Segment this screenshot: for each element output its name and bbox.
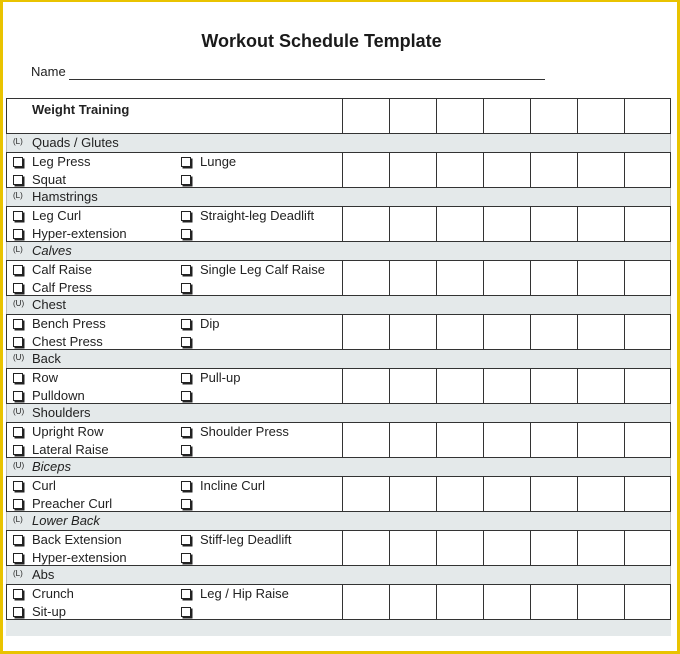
section-header xyxy=(6,566,671,584)
exercise-day-cell-1[interactable] xyxy=(342,531,343,565)
exercise-label: Calf Raise xyxy=(32,262,92,277)
checkbox-icon[interactable] xyxy=(13,211,23,221)
exercise-item[interactable] xyxy=(181,316,220,331)
exercise-item[interactable] xyxy=(181,586,289,601)
section-tag: (L) xyxy=(13,191,23,200)
exercise-day-cell-6[interactable] xyxy=(577,585,578,619)
exercise-day-cell-4[interactable] xyxy=(483,585,484,619)
checkbox-icon[interactable] xyxy=(181,265,191,275)
checkbox-icon[interactable] xyxy=(181,535,191,545)
exercise-label: Row xyxy=(32,370,59,385)
exercise-row xyxy=(6,584,671,620)
exercise-day-cell-7[interactable] xyxy=(624,477,625,511)
header-day-cell-7[interactable] xyxy=(624,99,625,133)
section-name: Hamstrings xyxy=(32,189,98,204)
exercise-day-cell-2[interactable] xyxy=(389,531,390,565)
exercise-day-cell-3[interactable] xyxy=(436,261,437,295)
exercise-label: Hyper-extension xyxy=(32,226,127,241)
section-header xyxy=(6,404,671,422)
checkbox-icon[interactable] xyxy=(13,337,23,347)
exercise-day-cell-7[interactable] xyxy=(624,153,625,187)
exercise-day-cell-6[interactable] xyxy=(577,315,578,349)
checkbox-icon[interactable] xyxy=(13,373,23,383)
checkbox-icon[interactable] xyxy=(181,319,191,329)
section-name: Shoulders xyxy=(32,405,91,420)
exercise-day-cell-7[interactable] xyxy=(624,531,625,565)
section-header xyxy=(6,242,671,260)
checkbox-icon[interactable] xyxy=(13,427,23,437)
exercise-day-cell-7[interactable] xyxy=(624,585,625,619)
exercise-item[interactable] xyxy=(181,478,265,493)
exercise-item[interactable] xyxy=(13,370,58,385)
weight-training-heading: Weight Training xyxy=(32,102,130,117)
section-name: Calves xyxy=(32,243,72,258)
workout-grid xyxy=(6,98,671,636)
bottom-strip xyxy=(6,620,671,636)
section-tag: (U) xyxy=(13,461,25,470)
name-label: Name xyxy=(31,64,66,79)
exercise-item[interactable] xyxy=(181,550,200,565)
exercise-row xyxy=(6,314,671,350)
section-header xyxy=(6,350,671,368)
exercise-item[interactable] xyxy=(13,424,104,439)
checkbox-icon[interactable] xyxy=(13,445,23,455)
exercise-day-cell-2[interactable] xyxy=(389,585,390,619)
section-header xyxy=(6,458,671,476)
section-tag: (L) xyxy=(13,137,23,146)
exercise-label: Lunge xyxy=(200,154,237,169)
header-day-cell-4[interactable] xyxy=(483,99,484,133)
exercise-day-cell-5[interactable] xyxy=(530,585,531,619)
section-tag: (U) xyxy=(13,353,25,362)
section-name: Chest xyxy=(32,297,66,312)
exercise-label: Lateral Raise xyxy=(32,442,109,457)
exercise-item[interactable] xyxy=(181,334,200,349)
exercise-item[interactable] xyxy=(13,442,109,457)
checkbox-icon[interactable] xyxy=(181,283,191,293)
exercise-day-cell-5[interactable] xyxy=(530,315,531,349)
exercise-item[interactable] xyxy=(13,550,127,565)
exercise-item[interactable] xyxy=(13,334,103,349)
exercise-label: Crunch xyxy=(32,586,74,601)
checkbox-icon[interactable] xyxy=(13,175,23,185)
exercise-label: Single Leg Calf Raise xyxy=(200,262,326,277)
checkbox-icon[interactable] xyxy=(13,157,23,167)
exercise-day-cell-5[interactable] xyxy=(530,207,531,241)
exercise-day-cell-2[interactable] xyxy=(389,423,390,457)
exercise-day-cell-4[interactable] xyxy=(483,315,484,349)
exercise-label: Pull-up xyxy=(200,370,241,385)
exercise-day-cell-7[interactable] xyxy=(624,315,625,349)
exercise-day-cell-4[interactable] xyxy=(483,153,484,187)
exercise-item[interactable] xyxy=(13,604,66,619)
exercise-day-cell-2[interactable] xyxy=(389,315,390,349)
exercise-day-cell-5[interactable] xyxy=(530,531,531,565)
checkbox-icon[interactable] xyxy=(181,445,191,455)
exercise-label: Upright Row xyxy=(32,424,104,439)
exercise-row xyxy=(6,530,671,566)
section-tag: (U) xyxy=(13,299,25,308)
checkbox-icon[interactable] xyxy=(181,337,191,347)
section-name: Biceps xyxy=(32,459,72,474)
exercise-item[interactable] xyxy=(181,280,200,295)
exercise-label: Dip xyxy=(200,316,220,331)
exercise-item[interactable] xyxy=(181,442,200,457)
section-header xyxy=(6,512,671,530)
exercise-label: Curl xyxy=(32,478,56,493)
exercise-item[interactable] xyxy=(13,316,106,331)
header-day-cell-1[interactable] xyxy=(342,99,343,133)
exercise-day-cell-3[interactable] xyxy=(436,153,437,187)
header-row xyxy=(6,98,671,134)
checkbox-icon[interactable] xyxy=(181,391,191,401)
exercise-row xyxy=(6,368,671,404)
name-field-line[interactable] xyxy=(69,79,545,80)
checkbox-icon[interactable] xyxy=(13,229,23,239)
header-day-cell-2[interactable] xyxy=(389,99,390,133)
exercise-day-cell-5[interactable] xyxy=(530,153,531,187)
exercise-day-cell-3[interactable] xyxy=(436,315,437,349)
exercise-day-cell-2[interactable] xyxy=(389,369,390,403)
exercise-item[interactable] xyxy=(181,604,200,619)
checkbox-icon[interactable] xyxy=(181,211,191,221)
checkbox-icon[interactable] xyxy=(181,481,191,491)
exercise-item[interactable] xyxy=(181,532,292,547)
exercise-item[interactable] xyxy=(13,226,127,241)
checkbox-icon[interactable] xyxy=(13,481,23,491)
exercise-item[interactable] xyxy=(181,370,240,385)
checkbox-icon[interactable] xyxy=(181,427,191,437)
checkbox-icon[interactable] xyxy=(13,391,23,401)
section-name: Back xyxy=(32,351,61,366)
header-day-cell-5[interactable] xyxy=(530,99,531,133)
exercise-row xyxy=(6,206,671,242)
checkbox-icon[interactable] xyxy=(181,373,191,383)
exercise-label: Hyper-extension xyxy=(32,550,127,565)
section-name: Lower Back xyxy=(32,513,100,528)
exercise-day-cell-6[interactable] xyxy=(577,531,578,565)
checkbox-icon[interactable] xyxy=(13,589,23,599)
checkbox-icon[interactable] xyxy=(13,607,23,617)
exercise-day-cell-1[interactable] xyxy=(342,315,343,349)
exercise-day-cell-7[interactable] xyxy=(624,423,625,457)
exercise-day-cell-4[interactable] xyxy=(483,477,484,511)
exercise-day-cell-1[interactable] xyxy=(342,261,343,295)
exercise-row xyxy=(6,260,671,296)
section-tag: (L) xyxy=(13,515,23,524)
exercise-item[interactable] xyxy=(181,154,236,169)
checkbox-icon[interactable] xyxy=(13,283,23,293)
exercise-item[interactable] xyxy=(13,532,122,547)
exercise-day-cell-5[interactable] xyxy=(530,261,531,295)
checkbox-icon[interactable] xyxy=(181,157,191,167)
exercise-day-cell-3[interactable] xyxy=(436,423,437,457)
exercise-item[interactable] xyxy=(181,424,289,439)
checkbox-icon[interactable] xyxy=(13,499,23,509)
exercise-item[interactable] xyxy=(181,388,200,403)
exercise-day-cell-7[interactable] xyxy=(624,261,625,295)
exercise-day-cell-3[interactable] xyxy=(436,207,437,241)
exercise-day-cell-7[interactable] xyxy=(624,207,625,241)
exercise-item[interactable] xyxy=(181,208,314,223)
checkbox-icon[interactable] xyxy=(181,607,191,617)
exercise-day-cell-4[interactable] xyxy=(483,423,484,457)
section-header xyxy=(6,188,671,206)
exercise-row xyxy=(6,152,671,188)
exercise-row xyxy=(6,476,671,512)
exercise-day-cell-4[interactable] xyxy=(483,369,484,403)
exercise-day-cell-1[interactable] xyxy=(342,423,343,457)
exercise-day-cell-2[interactable] xyxy=(389,261,390,295)
exercise-label: Back Extension xyxy=(32,532,122,547)
checkbox-icon[interactable] xyxy=(181,589,191,599)
exercise-label: Leg / Hip Raise xyxy=(200,586,289,601)
exercise-day-cell-6[interactable] xyxy=(577,207,578,241)
exercise-item[interactable] xyxy=(181,226,200,241)
exercise-day-cell-2[interactable] xyxy=(389,153,390,187)
exercise-label: Bench Press xyxy=(32,316,106,331)
exercise-day-cell-3[interactable] xyxy=(436,369,437,403)
exercise-item[interactable] xyxy=(13,586,74,601)
exercise-label: Leg Press xyxy=(32,154,91,169)
exercise-label: Preacher Curl xyxy=(32,496,113,511)
exercise-item[interactable] xyxy=(13,388,85,403)
checkbox-icon[interactable] xyxy=(181,175,191,185)
exercise-item[interactable] xyxy=(13,154,91,169)
exercise-day-cell-5[interactable] xyxy=(530,369,531,403)
exercise-day-cell-6[interactable] xyxy=(577,153,578,187)
exercise-day-cell-1[interactable] xyxy=(342,585,343,619)
exercise-day-cell-2[interactable] xyxy=(389,477,390,511)
exercise-day-cell-4[interactable] xyxy=(483,261,484,295)
header-day-cell-6[interactable] xyxy=(577,99,578,133)
exercise-label: Sit-up xyxy=(32,604,66,619)
exercise-item[interactable] xyxy=(13,496,112,511)
exercise-day-cell-4[interactable] xyxy=(483,207,484,241)
exercise-label: Shoulder Press xyxy=(200,424,289,439)
header-day-cell-3[interactable] xyxy=(436,99,437,133)
checkbox-icon[interactable] xyxy=(13,319,23,329)
exercise-day-cell-4[interactable] xyxy=(483,531,484,565)
exercise-label: Straight-leg Deadlift xyxy=(200,208,315,223)
exercise-day-cell-1[interactable] xyxy=(342,207,343,241)
exercise-day-cell-6[interactable] xyxy=(577,423,578,457)
exercise-label: Leg Curl xyxy=(32,208,82,223)
exercise-label: Pulldown xyxy=(32,388,85,403)
exercise-label: Stiff-leg Deadlift xyxy=(200,532,292,547)
exercise-day-cell-7[interactable] xyxy=(624,369,625,403)
exercise-row xyxy=(6,422,671,458)
exercise-day-cell-5[interactable] xyxy=(530,423,531,457)
exercise-day-cell-6[interactable] xyxy=(577,261,578,295)
exercise-day-cell-3[interactable] xyxy=(436,531,437,565)
page-title: Workout Schedule Template xyxy=(201,31,442,51)
exercise-day-cell-3[interactable] xyxy=(436,477,437,511)
section-tag: (L) xyxy=(13,569,23,578)
exercise-label: Calf Press xyxy=(32,280,92,295)
checkbox-icon[interactable] xyxy=(13,553,23,563)
exercise-item[interactable] xyxy=(181,496,200,511)
checkbox-icon[interactable] xyxy=(13,535,23,545)
exercise-day-cell-1[interactable] xyxy=(342,477,343,511)
section-tag: (U) xyxy=(13,407,25,416)
exercise-item[interactable] xyxy=(13,478,56,493)
exercise-day-cell-1[interactable] xyxy=(342,369,343,403)
exercise-day-cell-1[interactable] xyxy=(342,153,343,187)
exercise-item[interactable] xyxy=(13,208,81,223)
checkbox-icon[interactable] xyxy=(181,229,191,239)
section-tag: (L) xyxy=(13,245,23,254)
exercise-day-cell-5[interactable] xyxy=(530,477,531,511)
checkbox-icon[interactable] xyxy=(181,553,191,563)
checkbox-icon[interactable] xyxy=(13,265,23,275)
section-header xyxy=(6,134,671,152)
exercise-label: Incline Curl xyxy=(200,478,266,493)
exercise-item[interactable] xyxy=(13,172,66,187)
section-name: Quads / Glutes xyxy=(32,135,119,150)
exercise-label: Chest Press xyxy=(32,334,103,349)
exercise-label: Squat xyxy=(32,172,66,187)
checkbox-icon[interactable] xyxy=(181,499,191,509)
exercise-day-cell-6[interactable] xyxy=(577,477,578,511)
exercise-day-cell-2[interactable] xyxy=(389,207,390,241)
exercise-item[interactable] xyxy=(13,280,92,295)
exercise-day-cell-3[interactable] xyxy=(436,585,437,619)
exercise-item[interactable] xyxy=(13,262,92,277)
exercise-item[interactable] xyxy=(181,262,325,277)
exercise-day-cell-6[interactable] xyxy=(577,369,578,403)
section-name: Abs xyxy=(32,567,55,582)
section-header xyxy=(6,296,671,314)
exercise-item[interactable] xyxy=(181,172,200,187)
